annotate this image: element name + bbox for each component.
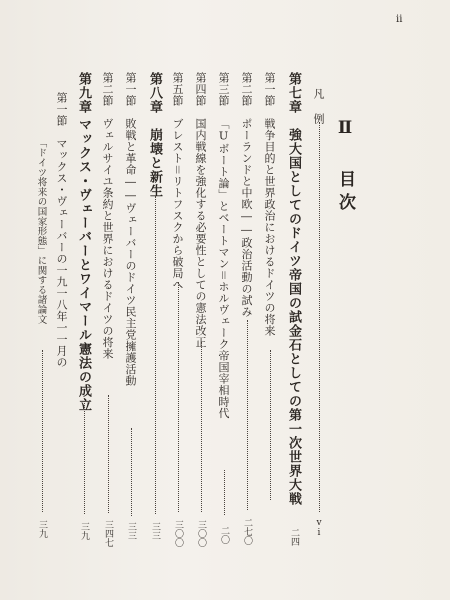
ch7-sec2-title: ポーランドと中欧――政治活動の試み — [240, 118, 253, 318]
ch7-sec5-leader — [178, 282, 179, 512]
chapter-9-label: 第九章 — [76, 72, 91, 114]
ch7-sec1-leader — [270, 350, 271, 500]
ch8-sec1-leader — [131, 428, 132, 516]
ch8-sec2-leader — [108, 395, 109, 513]
ch9-sec1-title: マックス・ヴェーバーの一九一八年一一月の — [55, 138, 68, 368]
ch8-sec1-label: 第一節 — [124, 72, 137, 107]
ch7-sec5-title: ブレスト＝リトフスクから破局へ — [171, 118, 184, 291]
ch7-sec4-page: 三〇〇 — [196, 520, 206, 547]
chapter-9-page: 三九 — [79, 522, 89, 540]
ch9-sec1-page: 三九 — [37, 520, 47, 538]
page-number: ii — [396, 14, 403, 25]
ch7-sec3-title: 「Uボート論」とベートマン＝ホルヴェーク帝国宰相時代 — [217, 118, 230, 419]
chapter-8-label: 第八章 — [147, 72, 162, 114]
ch8-sec2-label: 第二節 — [101, 72, 114, 107]
ch8-sec1-title: 敗戦と革命――ヴェーバーのドイツ民主党擁護活動 — [124, 118, 137, 387]
ch7-sec3-page: 二〇 — [219, 526, 229, 544]
ch7-sec4-leader — [201, 342, 202, 512]
ch8-sec2-title: ヴェルサイユ条約と世界におけるドイツの将来 — [101, 118, 114, 360]
ch7-sec5-label: 第五節 — [171, 72, 184, 107]
toc-title: Ⅱ 目次 — [335, 118, 355, 216]
chapter-8-leader — [155, 196, 156, 514]
ch7-sec4-label: 第四節 — [194, 72, 207, 107]
ch7-sec2-label: 第二節 — [240, 72, 253, 107]
chapter-7-label: 第七章 — [286, 72, 301, 114]
ch7-sec2-page: 二七〇 — [242, 518, 252, 545]
chapter-9-title: マックス・ヴェーバーとワイマール憲法の成立 — [76, 118, 91, 412]
ch7-sec1-label: 第一節 — [263, 72, 276, 107]
ch7-sec1-title: 戦争目的と世界政治におけるドイツの将来 — [263, 118, 276, 337]
chapter-8-title: 崩壊と新生 — [147, 128, 162, 198]
ch9-sec1-label: 第一節 — [55, 92, 68, 127]
preface-page: vi — [314, 518, 324, 538]
ch7-sec5-page: 三〇〇 — [173, 520, 183, 547]
chapter-9-leader — [84, 398, 85, 514]
ch7-sec2-leader — [247, 320, 248, 510]
ch8-sec2-page: 三四七 — [103, 520, 113, 547]
ch7-sec3-leader — [224, 470, 225, 515]
ch8-sec1-page: 三三 — [126, 522, 136, 540]
ch7-sec3-label: 第三節 — [217, 72, 230, 107]
preface-leader — [319, 122, 320, 512]
ch7-sec4-title: 国内戦線を強化する必要性としての憲法改正 — [194, 118, 207, 348]
chapter-7-page: 二四 — [289, 528, 299, 546]
chapter-7-title: 強大国としてのドイツ帝国の試金石としての第一次世界大戦 — [286, 128, 301, 506]
chapter-8-page: 三三 — [150, 522, 160, 540]
preface-label: 凡 例 — [312, 88, 325, 125]
ch9-sec1-subtitle: 「ドイツ将来の国家形態」に関する諸論文 — [35, 138, 47, 325]
ch9-sec1-leader — [42, 350, 43, 512]
